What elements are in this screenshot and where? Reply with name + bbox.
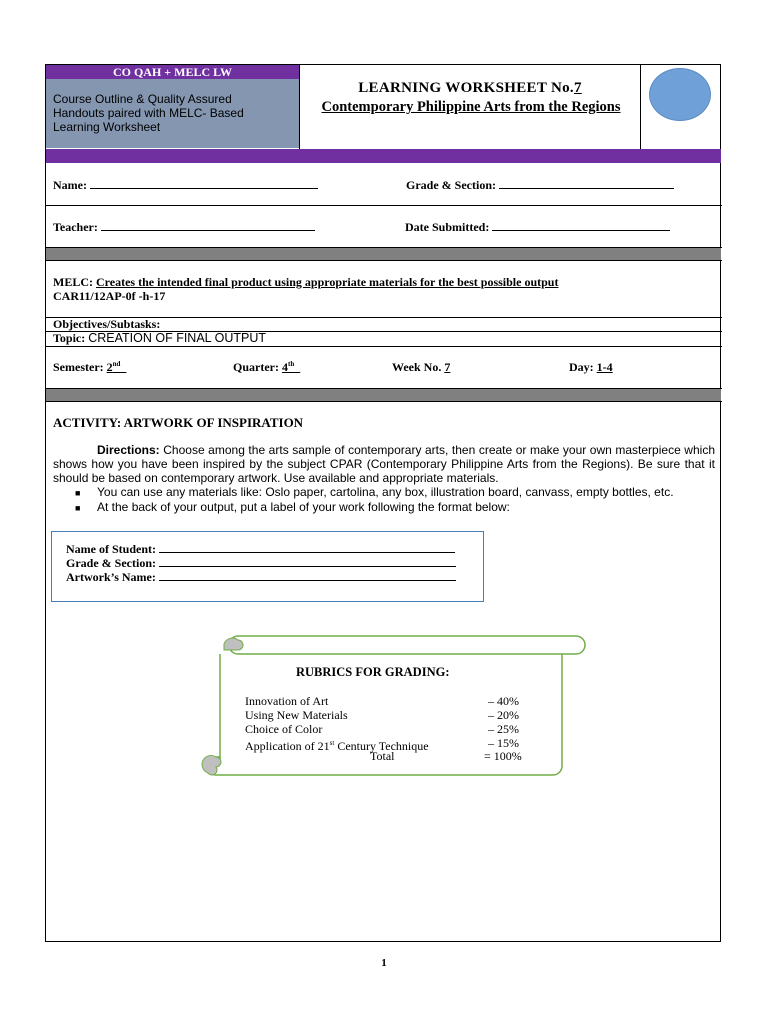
melc-code: CAR11/12AP-0f -h-17 <box>53 289 166 303</box>
rubric-item-criterion: Using New Materials <box>245 708 348 722</box>
row-divider <box>45 388 722 389</box>
activity-title: ACTIVITY: ARTWORK OF INSPIRATION <box>53 415 304 430</box>
semester-label: Semester: <box>53 360 104 374</box>
topic-label: Topic: <box>53 331 86 345</box>
label-grade-label: Grade & Section: <box>66 556 156 570</box>
worksheet-title <box>300 80 640 97</box>
artwork-name-line <box>66 569 456 585</box>
header-purple-band <box>46 149 721 163</box>
row-divider <box>45 401 722 402</box>
page-number: 1 <box>381 957 387 969</box>
rubric-total-value: = 100% <box>484 749 522 763</box>
rubric-item-weight: – 25% <box>488 722 519 736</box>
worksheet-title-prefix: LEARNING WORKSHEET No. <box>358 80 574 96</box>
melc-text: Creates the intended final product using appropriate materials for the best possible output <box>96 275 559 289</box>
grade-section-label: Grade & Section: <box>406 178 496 192</box>
week-field <box>392 360 450 375</box>
bullet-list <box>75 485 715 515</box>
teacher-label: Teacher: <box>53 220 98 234</box>
header-divider-right <box>640 65 641 149</box>
header-divider-left <box>299 65 300 149</box>
day-label: Day: <box>569 360 594 374</box>
melc-statement <box>53 275 713 290</box>
rubric-item-criterion: Choice of Color <box>245 722 323 736</box>
row-divider <box>45 205 722 206</box>
directions-label: Directions: <box>97 443 160 457</box>
date-submitted-blank[interactable] <box>492 219 670 231</box>
rubric-weights <box>488 694 519 750</box>
row-divider <box>45 247 722 248</box>
day-value: 1-4 <box>596 360 613 374</box>
rubric-item-weight: – 20% <box>488 708 519 722</box>
coqah-description: Course Outline & Quality Assured Handouts paired with MELC- Based Learning Worksheet <box>53 92 244 134</box>
week-label: Week No. <box>392 360 442 374</box>
topic-line <box>53 331 266 346</box>
gray-separator <box>46 247 721 260</box>
teacher-blank[interactable] <box>101 219 315 231</box>
grade-section-blank[interactable] <box>499 177 674 189</box>
date-submitted-field[interactable] <box>405 219 670 235</box>
topic-value: CREATION OF FINAL OUTPUT <box>88 331 267 345</box>
rubric-criteria <box>245 694 429 753</box>
rubric-item-criterion: Innovation of Art <box>245 694 329 708</box>
rubric-item-weight: – 40% <box>488 694 519 708</box>
rubric-item-weight: – 15% <box>488 736 519 750</box>
list-item: ■ You can use any materials like: Oslo paper, cartolina, any box, illustration board, canvass, empty bottles, etc. <box>75 485 674 499</box>
objectives-label: Objectives/Subtasks: <box>53 317 161 331</box>
quarter-label: Quarter: <box>233 360 279 374</box>
row-divider <box>45 346 722 347</box>
grade-section-field[interactable] <box>406 177 674 193</box>
worksheet-number: 7 <box>573 80 582 96</box>
melc-label: MELC: <box>53 275 93 289</box>
name-label: Name: <box>53 178 87 192</box>
row-divider <box>45 260 722 261</box>
rubric-title: RUBRICS FOR GRADING: <box>296 665 450 679</box>
logo-circle <box>649 68 711 121</box>
rubric-item-criterion: Application of 21st Century Technique <box>245 739 429 753</box>
semester-field <box>53 360 126 375</box>
label-grade-blank[interactable] <box>159 555 456 567</box>
artwork-name-blank[interactable] <box>159 569 456 581</box>
name-field[interactable] <box>53 177 318 193</box>
student-name-label: Name of Student: <box>66 542 156 556</box>
student-name-blank[interactable] <box>159 541 455 553</box>
quarter-value: 4th <box>281 360 295 374</box>
rubric-total-label: Total <box>370 749 395 763</box>
list-item: ■ At the back of your output, put a label of your work following the format below: <box>75 500 510 514</box>
teacher-field[interactable] <box>53 219 315 235</box>
directions-text: Choose among the arts sample of contemporary arts, then create or make your own masterpiece which shows how you have been inspired by the subject CPAR (Contemporary Philippine Arts from the Regions). Be sure that it should be based on contemporary artwork. Use available and appropriate materials. <box>53 443 715 485</box>
gray-separator <box>46 388 721 401</box>
artwork-name-label: Artwork’s Name: <box>66 570 156 584</box>
day-field <box>569 360 613 375</box>
directions-paragraph <box>53 443 715 485</box>
subject-title: Contemporary Philippine Arts from the Regions <box>321 99 621 115</box>
semester-value: 2nd <box>106 360 121 374</box>
week-value: 7 <box>444 360 451 374</box>
name-blank[interactable] <box>90 177 318 189</box>
date-submitted-label: Date Submitted: <box>405 220 490 234</box>
coqah-label: CO QAH + MELC LW <box>112 65 233 79</box>
quarter-field <box>233 360 300 375</box>
